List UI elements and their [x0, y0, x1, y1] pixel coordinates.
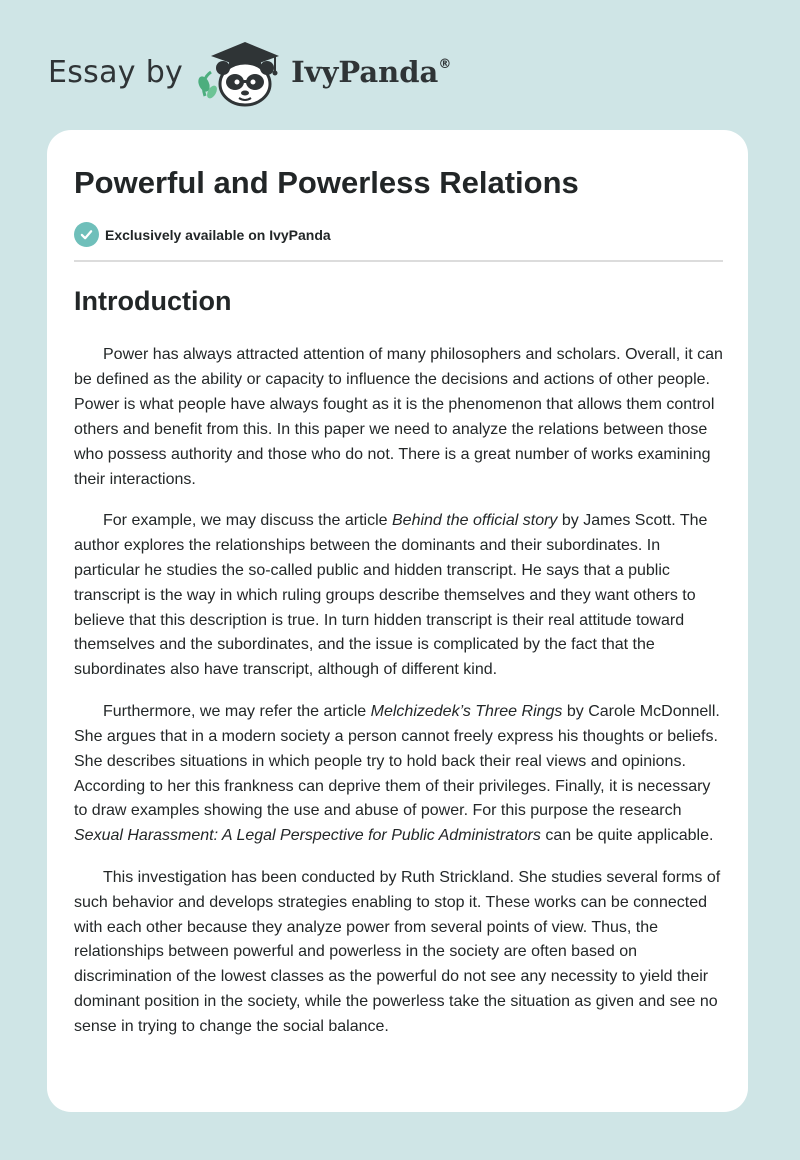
- registered-mark: ®: [438, 57, 452, 72]
- article-title: Behind the official story: [392, 511, 558, 529]
- brand-header: [48, 36, 451, 108]
- paragraph-text: by Carole McDonnell. She argues that in a modern society a person cannot freely express his thoughts or beliefs. She describes situations in which people try to hold back their real views and opinions. According to her this frankness can deprive them of their privileges. Finally, it is necessary to draw examples showing the use and abuse of power. For this purpose the research: [74, 702, 720, 820]
- brand-name: [291, 55, 451, 89]
- paragraph-text: Power has always attracted attention of many philosophers and scholars. Overall, it can be defined as the ability or capacity to influence the decisions and actions of other people. Power is what people have always fought as it is the phenomenon that allows them control others and benefit from this. In this paper we need to analyze the relations between those who possess authority and those who do not. There is a great number of works examining their interactions.: [74, 346, 723, 488]
- paragraph-text: can be quite applicable.: [540, 827, 714, 845]
- paragraph-text: This investigation has been conducted by Ruth Strickland. She studies several forms of such behavior and develops strategies enabling to stop it. These works can be connected with each other because they analyze power from several points of view. Thus, the relationships between powerful and powerless in the society are often based on discrimination of the lowest classes as the powerful do not see any necessity to yield their dominant position in the society, while the powerless take the situation as given and see no sense in trying to change the social balance.: [74, 868, 721, 1036]
- paragraph-text: For example, we may discuss the article: [103, 511, 392, 529]
- research-title: Sexual Harassment: A Legal Perspective for Public Administrators: [74, 827, 541, 845]
- section-heading: Introduction: [74, 286, 232, 316]
- essay-card: [47, 130, 748, 1112]
- essay-body: [74, 343, 723, 1057]
- divider: [74, 260, 723, 262]
- paragraph-text: by James Scott. The author explores the relationships between the dominants and their subordinates. In particular he studies the so-called public and hidden transcript. He says that a public transcript is the way in which ruling groups describe themselves and they want others to believe that this description is true. In turn hidden transcript is their real attitude toward themselves and the subordinates, and the issue is complicated by the fact that the subordinates also have transcript, although of different kind.: [74, 511, 708, 679]
- exclusive-badge: [74, 222, 331, 247]
- brand-name-text: IvyPanda: [291, 55, 439, 89]
- page-title: Powerful and Powerless Relations: [74, 165, 579, 200]
- check-circle-icon: [74, 222, 99, 247]
- panda-graduation-cap-icon: [195, 36, 287, 108]
- paragraph-4: [74, 866, 723, 1040]
- paragraph-1: [74, 343, 723, 492]
- brand-prefix: Essay by: [48, 54, 184, 90]
- paragraph-text: Furthermore, we may refer the article: [103, 702, 371, 720]
- paragraph-2: [74, 509, 723, 683]
- article-title: Melchizedek’s Three Rings: [370, 702, 563, 720]
- paragraph-3: [74, 700, 723, 849]
- badge-text: Exclusively available on IvyPanda: [105, 226, 331, 243]
